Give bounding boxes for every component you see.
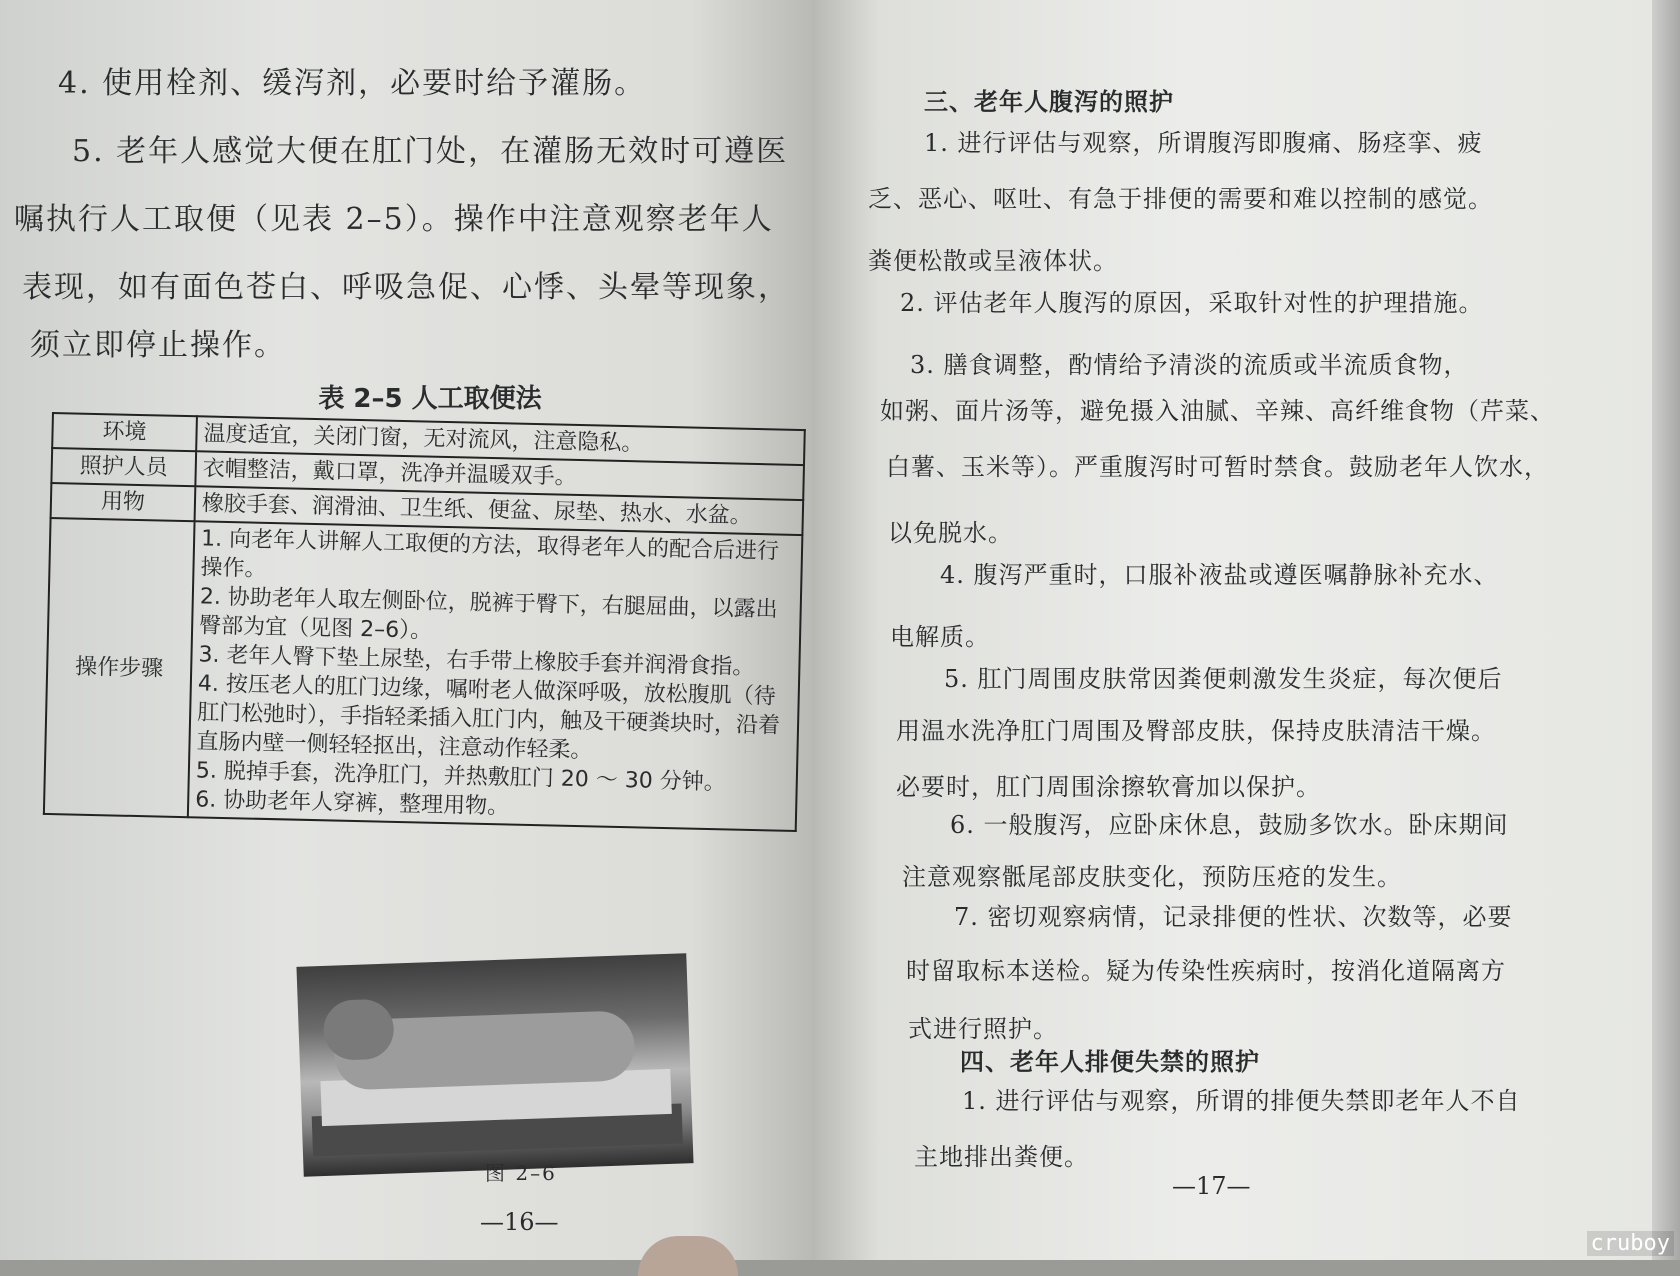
body-line: 电解质。 xyxy=(890,623,990,651)
step-item: 2. 协助老年人取左侧卧位，脱裤于臀下，右腿屈曲，以露出臀部为宜（见图 2–6）。 xyxy=(198,584,778,644)
section-3-title: 三、老年人腹泻的照护 xyxy=(924,88,1174,116)
body-line: 1. 进行评估与观察，所谓的排便失禁即老年人不自 xyxy=(962,1087,1521,1115)
section-4-title: 四、老年人排便失禁的照护 xyxy=(960,1048,1260,1076)
thumb xyxy=(638,1236,738,1276)
figure-photo xyxy=(296,953,693,1176)
body-line: 必要时，肛门周围涂擦软膏加以保护。 xyxy=(896,773,1321,801)
paragraph-5-line-3: 表现，如有面色苍白、呼吸急促、心悸、头晕等现象， xyxy=(22,270,790,305)
body-line: 如粥、面片汤等，避免摄入油腻、辛辣、高纤维食物（芹菜、 xyxy=(880,397,1555,425)
page-edge xyxy=(1652,0,1680,1260)
paragraph-5-line-2: 嘱执行人工取便（见表 2–5）。操作中注意观察老年人 xyxy=(14,202,774,237)
body-line: 4. 腹泻严重时，口服补液盐或遵医嘱静脉补充水、 xyxy=(940,561,1499,589)
body-line: 用温水洗净肛门周围及臀部皮肤，保持皮肤清洁干燥。 xyxy=(896,717,1496,745)
steps-cell xyxy=(188,521,803,831)
body-line: 时留取标本送检。疑为传染性疾病时，按消化道隔离方 xyxy=(906,957,1506,985)
table-row xyxy=(44,518,803,831)
left-page xyxy=(0,0,812,1260)
right-page xyxy=(812,0,1652,1260)
body-line: 1. 进行评估与观察，所谓腹泻即腹痛、肠痉挛、疲 xyxy=(924,129,1483,157)
row-label: 照护人员 xyxy=(51,448,196,486)
photo-head xyxy=(323,999,395,1061)
step-item: 4. 按压老人的肛门边缘，嘱咐老人做深呼吸，放松腹肌（待肛门松弛时），手指轻柔插入肛门内，触及干硬粪块时，沿着直肠内壁一侧轻轻抠出，注意动作轻柔。 xyxy=(196,671,781,764)
step-item: 3. 老年人臀下垫上尿垫，右手带上橡胶手套并润滑食指。 xyxy=(198,642,755,680)
step-item: 1. 向老年人讲解人工取便的方法，取得老年人的配合后进行操作。 xyxy=(200,526,780,582)
watermark: cruboy xyxy=(1587,1231,1674,1256)
step-item: 6. 协助老年人穿裤，整理用物。 xyxy=(194,787,510,820)
body-line: 式进行照护。 xyxy=(908,1015,1058,1043)
row-label: 环境 xyxy=(52,413,197,451)
body-line: 7. 密切观察病情，记录排便的性状、次数等，必要 xyxy=(954,903,1513,931)
page-number-right: —17— xyxy=(1172,1172,1251,1200)
body-line: 乏、恶心、呕吐、有急于排便的需要和难以控制的感觉。 xyxy=(868,185,1493,213)
page-number-left: —16— xyxy=(480,1208,559,1236)
body-line: 6. 一般腹泻，应卧床休息，鼓励多饮水。卧床期间 xyxy=(950,811,1509,839)
paragraph-5-line-1: 5. 老年人感觉大便在肛门处，在灌肠无效时可遵医 xyxy=(72,134,789,169)
body-line: 3. 膳食调整，酌情给予清淡的流质或半流质食物， xyxy=(910,351,1469,379)
body-line: 白薯、玉米等）。严重腹泻时可暂时禁食。鼓励老年人饮水， xyxy=(886,453,1549,481)
paragraph-4: 4. 使用栓剂、缓泻剂，必要时给予灌肠。 xyxy=(58,66,647,101)
body-line: 5. 肛门周围皮肤常因粪便刺激发生炎症，每次便后 xyxy=(944,665,1503,693)
paragraph-5-line-4: 须立即停止操作。 xyxy=(30,328,286,363)
body-line: 2. 评估老年人腹泻的原因，采取针对性的护理措施。 xyxy=(900,289,1484,317)
body-line: 注意观察骶尾部皮肤变化，预防压疮的发生。 xyxy=(902,863,1402,891)
figure-caption: 图 2–6 xyxy=(485,1161,557,1185)
body-line: 以免脱水。 xyxy=(888,519,1013,547)
row-value: 衣帽整洁，戴口罩，洗净并温暖双手。 xyxy=(195,451,804,500)
row-label: 操作步骤 xyxy=(44,518,195,817)
row-value: 温度适宜，关闭门窗，无对流风，注意隐私。 xyxy=(196,416,805,465)
step-item: 5. 脱掉手套，洗净肛门，并热敷肛门 20 ～ 30 分钟。 xyxy=(195,758,726,796)
row-label: 用物 xyxy=(51,483,196,521)
procedure-table xyxy=(43,412,806,832)
body-line: 主地排出粪便。 xyxy=(914,1143,1089,1171)
table-title: 表 2–5 人工取便法 xyxy=(318,384,542,414)
body-line: 粪便松散或呈液体状。 xyxy=(868,247,1118,275)
row-value: 橡胶手套、润滑油、卫生纸、便盆、尿垫、热水、水盆。 xyxy=(195,486,804,535)
